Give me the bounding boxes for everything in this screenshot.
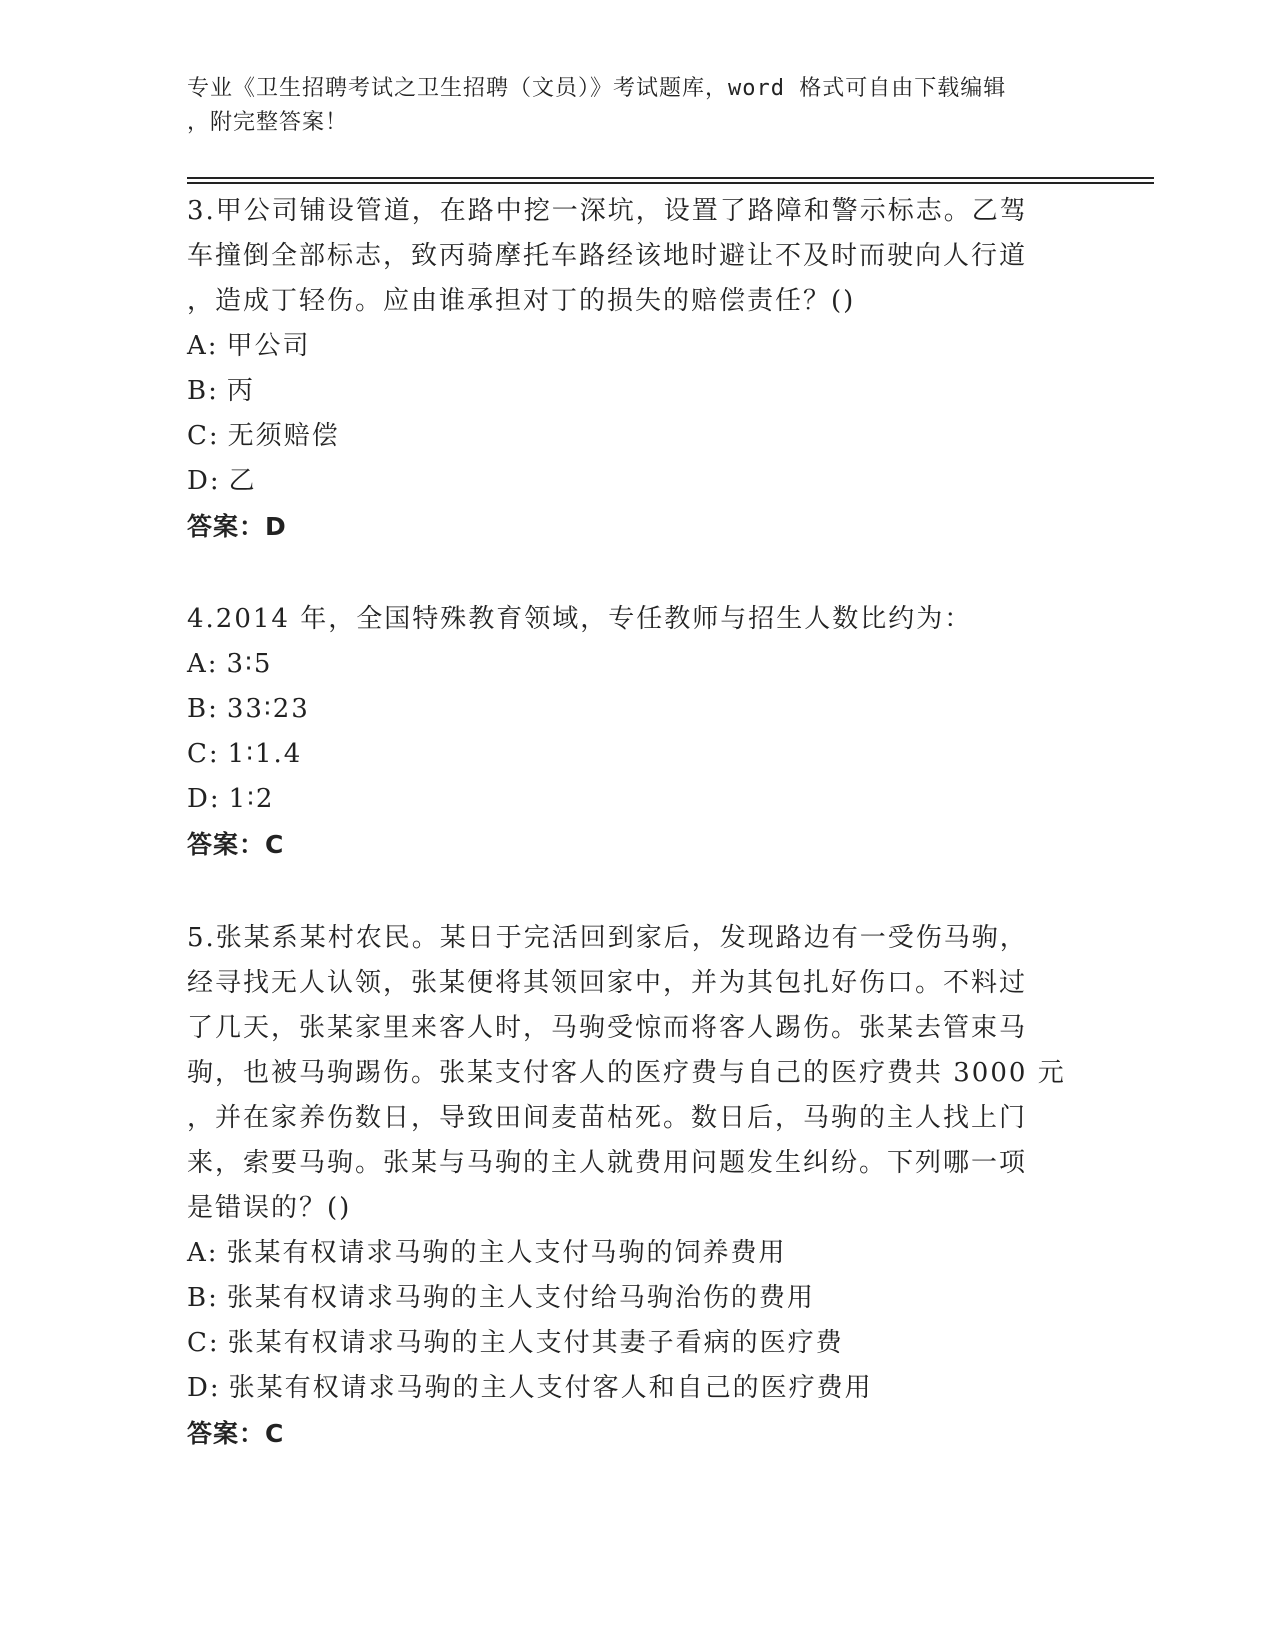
header-divider-bottom <box>187 182 1154 184</box>
option-label: B: <box>187 1283 219 1313</box>
option-label: A: <box>187 649 219 679</box>
option-text: 1∶2 <box>228 784 275 814</box>
option-d <box>187 459 1067 504</box>
option-d <box>187 777 1067 822</box>
answer: 答案：D <box>187 512 287 541</box>
option-b <box>187 687 1067 732</box>
option-text: 丙 <box>226 376 255 406</box>
option-label: C: <box>187 421 220 451</box>
option-a <box>187 1231 1067 1276</box>
question-stem: 4.2014 年，全国特殊教育领域，专任教师与招生人数比约为： <box>187 604 973 634</box>
option-text: 张某有权请求马驹的主人支付客人和自己的医疗费用 <box>228 1373 873 1403</box>
option-label: A: <box>187 1238 219 1268</box>
option-d <box>187 1366 1067 1411</box>
answer: 答案：C <box>187 830 285 859</box>
option-label: B: <box>187 376 219 406</box>
option-label: C: <box>187 1328 220 1358</box>
option-text: 1∶1.4 <box>227 739 303 769</box>
option-text: 乙 <box>228 466 257 496</box>
option-b <box>187 369 1067 414</box>
option-label: D: <box>187 466 221 496</box>
option-a <box>187 642 1067 687</box>
option-text: 张某有权请求马驹的主人支付其妻子看病的医疗费 <box>227 1328 844 1358</box>
option-a <box>187 324 1067 369</box>
option-text: 张某有权请求马驹的主人支付马驹的饲养费用 <box>226 1238 787 1268</box>
option-label: B: <box>187 694 219 724</box>
question-4 <box>187 597 1067 867</box>
option-c <box>187 1321 1067 1366</box>
option-text: 33∶23 <box>226 694 310 724</box>
option-text: 甲公司 <box>226 331 311 361</box>
question-stem: 5.张某系某村农民。某日于完活回到家后，发现路边有一受伤马驹， 经寻找无人认领，张某便将其领回家中，并为其包扎好伤口。不料过 了几天，张某家里来客人时，马驹受惊而将客人踢伤。张某去管束马 驹，也被马驹踢伤。张某支付客人的医疗费与自己的医疗费共 3000 元 ，并在家养伤数日，导致田间麦苗枯死。数日后，马驹的主人找上门 来，索要马驹。张某与马驹的主人就费用问题发生纠纷。下列哪一项 是错误的？() <box>187 923 1066 1223</box>
document-header: 专业《卫生招聘考试之卫生招聘（文员）》考试题库，word 格式可自由下载编辑 ，附完整答案！ <box>187 76 1007 135</box>
question-stem: 3.甲公司铺设管道，在路中挖一深坑，设置了路障和警示标志。乙驾 车撞倒全部标志，致丙骑摩托车路经该地时避让不及时而驶向人行道 ，造成丁轻伤。应由谁承担对丁的损失的赔偿责任？() <box>187 196 1028 316</box>
option-text: 3∶5 <box>226 649 273 679</box>
option-c <box>187 414 1067 459</box>
option-text: 张某有权请求马驹的主人支付给马驹治伤的费用 <box>226 1283 815 1313</box>
option-label: C: <box>187 739 220 769</box>
option-label: D: <box>187 784 221 814</box>
option-b <box>187 1276 1067 1321</box>
option-label: A: <box>187 331 219 361</box>
answer: 答案：C <box>187 1419 285 1448</box>
question-3 <box>187 189 1067 549</box>
header-divider-top <box>187 177 1154 179</box>
option-c <box>187 732 1067 777</box>
question-5 <box>187 916 1067 1456</box>
option-text: 无须赔偿 <box>227 421 340 451</box>
option-label: D: <box>187 1373 221 1403</box>
